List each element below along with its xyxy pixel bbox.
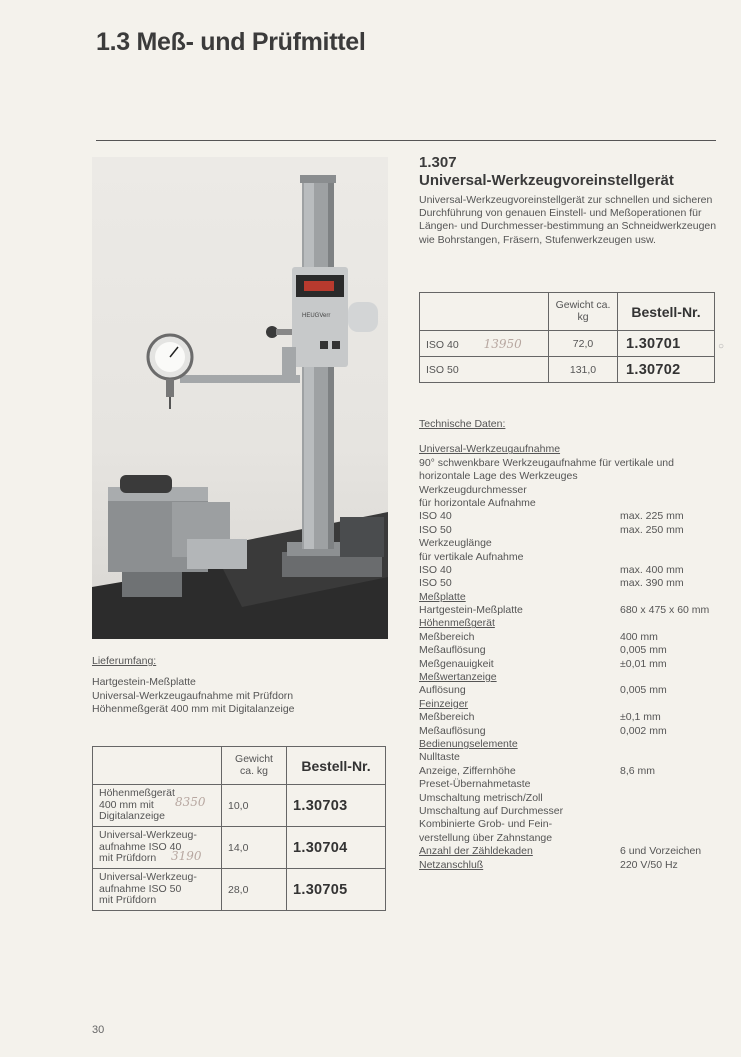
row-name-line: Digitalanzeige [99, 810, 165, 823]
tech-row [419, 792, 719, 805]
handwritten-note: 8350 [175, 795, 206, 809]
margin-mark: ○ [718, 341, 725, 352]
handwritten-note: 13950 [483, 336, 522, 351]
tech-value: max. 225 mm [620, 510, 684, 523]
table-header-empty [420, 293, 549, 331]
tech-label: horizontale Lage des Werkzeuges [419, 470, 578, 483]
tech-label: Höhenmeßgerät [419, 617, 495, 630]
row-name-line: Universal-Werkzeug- [99, 829, 197, 842]
tech-value: 220 V/50 Hz [620, 858, 678, 871]
delivery-item: Hartgestein-Meßplatte [92, 676, 196, 689]
tech-label: ISO 40 [419, 563, 452, 576]
table-cell-name [420, 331, 549, 357]
height-gauge-illustration [92, 157, 388, 639]
tech-label: ISO 50 [419, 577, 452, 590]
technical-data [419, 418, 719, 872]
tech-row [419, 617, 719, 630]
table-header-empty [93, 747, 222, 785]
tech-row [419, 738, 719, 751]
product-number: 1.307 [419, 154, 457, 171]
table-row [93, 869, 386, 911]
table-cell-name [93, 869, 222, 911]
tech-label: Bedienungselemente [419, 737, 518, 750]
tech-value: max. 400 mm [620, 563, 684, 576]
tech-label: Werkzeuglänge [419, 537, 492, 550]
product-description: Universal-Werkzeugvoreinstellgerät zur schnellen und sicheren Durchführung von genauen Einstell- und Meßoperationen für Längen- und Durchmesser-bestimmung an Schneidwerkzeugen wie Bohrstangen, Fräsern, Stufenwerkzeugen usw. [419, 194, 717, 246]
tech-label: Meßauflösung [419, 644, 486, 657]
tech-value: ±0,01 mm [620, 657, 667, 670]
table-cell-order: 1.30702 [618, 357, 715, 383]
table-cell-name [93, 785, 222, 827]
tech-row [419, 564, 719, 577]
tech-label: 90° schwenkbare Werkzeugaufnahme für vertikale und [419, 456, 674, 469]
tech-rows [419, 443, 719, 872]
tech-row [419, 577, 719, 590]
order-table-components [92, 746, 386, 911]
row-name: ISO 50 [426, 363, 459, 376]
tech-row [419, 524, 719, 537]
tech-row [419, 765, 719, 778]
tech-label: Meßauflösung [419, 724, 486, 737]
table-cell-order: 1.30705 [287, 869, 386, 911]
tech-row [419, 591, 719, 604]
table-cell-name [420, 357, 549, 383]
tech-row [419, 484, 719, 497]
tech-row [419, 658, 719, 671]
handwritten-note: 3190 [171, 849, 202, 863]
tech-row [419, 805, 719, 818]
tech-row [419, 778, 719, 791]
row-name-line: Universal-Werkzeug- [99, 871, 197, 884]
tech-label: ISO 50 [419, 523, 452, 536]
tech-label: Meßplatte [419, 590, 466, 603]
table-cell-weight: 14,0 [222, 827, 287, 869]
tech-label: Preset-Übernahmetaste [419, 778, 531, 791]
tech-row [419, 751, 719, 764]
tech-row [419, 510, 719, 523]
tech-row [419, 684, 719, 697]
tech-row [419, 818, 719, 831]
row-name-line: aufnahme ISO 50 [99, 882, 182, 895]
tech-label: ISO 40 [419, 510, 452, 523]
tech-label: Meßbereich [419, 630, 475, 643]
tech-row [419, 470, 719, 483]
tech-row [419, 457, 719, 470]
tech-value: ±0,1 mm [620, 711, 661, 724]
tech-label: Nulltaste [419, 751, 460, 764]
tech-value: 6 und Vorzeichen [620, 845, 702, 858]
tech-row [419, 698, 719, 711]
tech-label: Anzeige, Ziffernhöhe [419, 764, 516, 777]
tech-label: Meßbereich [419, 711, 475, 724]
table-header-order: Bestell-Nr. [287, 747, 386, 785]
tech-value: 0,005 mm [620, 644, 667, 657]
tech-label: Auflösung [419, 684, 466, 697]
table-header-row [93, 747, 386, 785]
tech-label: Universal-Werkzeugaufnahme [419, 443, 561, 456]
table-row [420, 357, 715, 383]
tech-label: Umschaltung auf Durchmesser [419, 804, 564, 817]
tech-value: 0,005 mm [620, 684, 667, 697]
tech-row [419, 725, 719, 738]
tech-label: Meßgenauigkeit [419, 657, 494, 670]
tech-label: Netzanschluß [419, 858, 484, 871]
tech-row [419, 443, 719, 456]
tech-row [419, 845, 719, 858]
tech-label: Feinzeiger [419, 697, 469, 710]
tech-row [419, 631, 719, 644]
tech-value: 8,6 mm [620, 764, 656, 777]
delivery-item: Universal-Werkzeugaufnahme mit Prüfdorn [92, 689, 294, 702]
tech-row [419, 644, 719, 657]
tech-label: Hartgestein-Meßplatte [419, 604, 523, 617]
page-number: 30 [92, 1024, 105, 1036]
table-header-weight: Gewicht ca. kg [222, 747, 287, 785]
section-title: 1.3 Meß- und Prüfmittel [96, 28, 366, 56]
delivery-scope [92, 655, 388, 716]
tech-label: Umschaltung metrisch/Zoll [419, 791, 543, 804]
table-cell-order: 1.30701 [618, 331, 715, 357]
tech-row [419, 604, 719, 617]
table-row [93, 785, 386, 827]
table-cell-order: 1.30703 [287, 785, 386, 827]
tech-row [419, 671, 719, 684]
row-name-line: aufnahme ISO 40 [99, 840, 182, 853]
tech-label: für horizontale Aufnahme [419, 496, 536, 509]
header-rule [96, 140, 716, 141]
tech-label: Meßwertanzeige [419, 671, 497, 684]
tech-row [419, 537, 719, 550]
row-name-line: 400 mm mit [99, 798, 154, 811]
table-cell-weight: 131,0 [549, 357, 618, 383]
product-photo [92, 157, 388, 639]
product-name: Universal-Werkzeugvoreinstellgerät [419, 172, 674, 189]
tech-label: Werkzeugdurchmesser [419, 483, 527, 496]
device-brand-label: HEUGVerr [302, 313, 331, 319]
delivery-heading: Lieferumfang: [92, 655, 157, 667]
table-row [420, 331, 715, 357]
table-cell-order: 1.30704 [287, 827, 386, 869]
tech-value: max. 250 mm [620, 523, 684, 536]
tech-value: 680 x 475 x 60 mm [620, 604, 710, 617]
tech-value: 400 mm [620, 630, 658, 643]
row-name-line: mit Prüfdorn [99, 894, 157, 907]
table-cell-weight: 10,0 [222, 785, 287, 827]
row-name: ISO 40 [426, 338, 459, 351]
tech-label: Kombinierte Grob- und Fein- [419, 818, 553, 831]
tech-row [419, 497, 719, 510]
tech-row [419, 859, 719, 872]
tech-heading: Technische Daten: [419, 418, 506, 430]
tech-row [419, 551, 719, 564]
table-header-weight: Gewicht ca. kg [549, 293, 618, 331]
table-cell-name [93, 827, 222, 869]
delivery-item: Höhenmeßgerät 400 mm mit Digitalanzeige [92, 702, 295, 715]
tech-value: 0,002 mm [620, 724, 667, 737]
table-cell-weight: 72,0 [549, 331, 618, 357]
order-table-main [419, 292, 715, 383]
row-name-line: mit Prüfdorn [99, 852, 157, 865]
tech-label: für vertikale Aufnahme [419, 550, 524, 563]
tech-label: Anzahl der Zähldekaden [419, 845, 533, 858]
table-header-order: Bestell-Nr. [618, 293, 715, 331]
tech-row [419, 832, 719, 845]
row-name-line: Höhenmeßgerät [99, 787, 175, 800]
tech-label: verstellung über Zahnstange [419, 831, 553, 844]
tech-row [419, 711, 719, 724]
table-cell-weight: 28,0 [222, 869, 287, 911]
table-header-row [420, 293, 715, 331]
table-row [93, 827, 386, 869]
tech-value: max. 390 mm [620, 577, 684, 590]
